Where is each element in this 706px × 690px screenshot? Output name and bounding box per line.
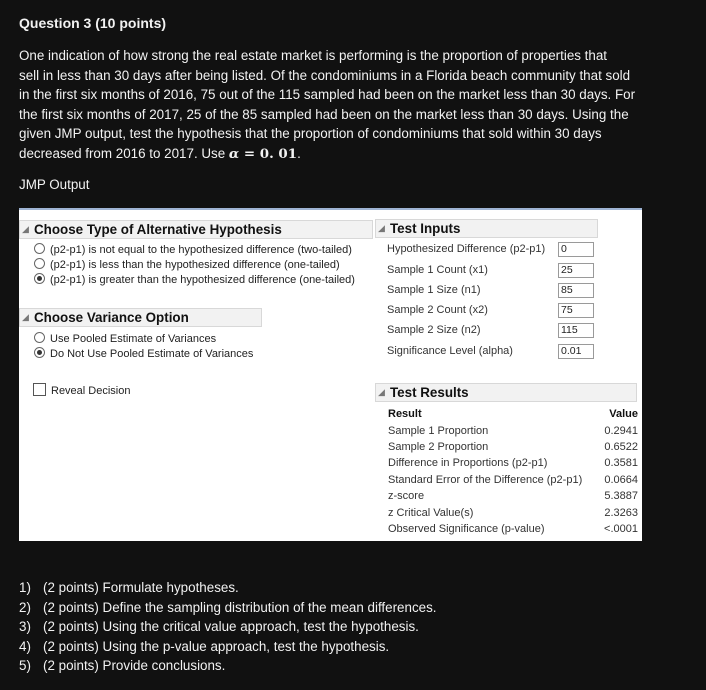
result-name: Sample 2 Proportion xyxy=(388,440,489,453)
result-value: 0.6522 xyxy=(604,440,638,453)
column-header-value[interactable]: Value xyxy=(609,408,638,421)
table-row xyxy=(388,504,638,520)
variance-option-label: Do Not Use Pooled Estimate of Variances xyxy=(50,348,254,360)
question-line: in the first six months of 2016, 75 out of the 115 sampled had been on the market less than 30 days. For xyxy=(19,87,636,103)
result-value: 0.3581 xyxy=(604,457,638,470)
disclosure-triangle-icon[interactable]: ◢ xyxy=(22,312,29,322)
jmp-output-panel xyxy=(19,208,642,541)
result-value: <.0001 xyxy=(604,522,638,535)
column-header-result[interactable]: Result xyxy=(388,408,422,421)
reveal-decision-checkbox[interactable] xyxy=(33,383,130,397)
radio-unselected-icon[interactable] xyxy=(34,332,45,343)
test-results-title: Test Results xyxy=(390,385,469,400)
test-inputs-title: Test Inputs xyxy=(390,221,461,236)
task-number: 4) xyxy=(19,638,31,654)
x2-field[interactable]: 75 xyxy=(558,303,594,318)
table-row xyxy=(388,472,638,488)
hyp-diff-field[interactable]: 0 xyxy=(558,242,594,257)
radio-selected-icon[interactable] xyxy=(34,347,45,358)
question-title: Question 3 (10 points) xyxy=(19,15,167,31)
alpha-symbol: α xyxy=(228,145,240,162)
alt-hypothesis-title: Choose Type of Alternative Hypothesis xyxy=(34,222,282,237)
question-line-prefix: decreased from 2016 to 2017. Use xyxy=(19,145,229,161)
variance-title: Choose Variance Option xyxy=(34,310,189,325)
task-text: (2 points) Using the p-value approach, test the hypothesis. xyxy=(43,638,390,654)
list-item xyxy=(19,656,437,676)
alt-option-label: (p2-p1) is not equal to the hypothesized difference (two-tailed) xyxy=(50,244,352,256)
input-label-alpha: Significance Level (alpha) xyxy=(387,345,513,357)
question-line: One indication of how strong the real estate market is performing is the proportion of properties that xyxy=(19,48,608,63)
reveal-decision-label: Reveal Decision xyxy=(51,385,131,397)
variance-header[interactable] xyxy=(19,308,262,327)
table-row xyxy=(388,439,638,455)
result-value: 0.0664 xyxy=(604,473,638,486)
question-line: the first six months of 2017, 25 of the 85 sampled had been on the market less than 30 days. Using the xyxy=(19,106,629,122)
task-number: 2) xyxy=(19,599,31,615)
n2-field[interactable]: 115 xyxy=(558,323,594,338)
list-item xyxy=(19,617,437,637)
task-text: (2 points) Provide conclusions. xyxy=(43,658,226,673)
input-label-x2: Sample 2 Count (x2) xyxy=(387,304,488,316)
alpha-value: = 0. 01 xyxy=(239,145,298,162)
input-label-x1: Sample 1 Count (x1) xyxy=(387,264,488,276)
table-row xyxy=(388,455,638,471)
result-name: z Critical Value(s) xyxy=(388,506,474,519)
question-line: sell in less than 30 days after being listed. Of the condominiums in a Florida beach community that sold xyxy=(19,67,631,83)
task-text: (2 points) Define the sampling distribution of the mean differences. xyxy=(43,599,437,615)
disclosure-triangle-icon[interactable]: ◢ xyxy=(378,223,385,233)
input-label-hyp-diff: Hypothesized Difference (p2-p1) xyxy=(387,243,546,255)
input-label-n2: Sample 2 Size (n2) xyxy=(387,324,481,336)
radio-selected-icon[interactable] xyxy=(34,273,45,284)
question-line: given JMP output, test the hypothesis that the proportion of condominiums that sold within 30 days xyxy=(19,126,602,142)
list-item xyxy=(19,598,437,618)
variance-option-label: Use Pooled Estimate of Variances xyxy=(50,333,217,345)
list-item xyxy=(19,637,437,657)
variance-option-not-pooled[interactable] xyxy=(34,347,253,361)
task-number: 3) xyxy=(19,619,31,634)
task-list xyxy=(19,578,437,676)
alt-hypothesis-header[interactable] xyxy=(19,220,373,239)
radio-unselected-icon[interactable] xyxy=(34,258,45,269)
variance-option-pooled[interactable] xyxy=(34,332,216,346)
checkbox-icon[interactable] xyxy=(33,383,46,396)
question-text xyxy=(19,46,659,165)
alpha-field[interactable]: 0.01 xyxy=(558,344,594,359)
result-name: z-score xyxy=(388,490,425,503)
jmp-output-label: JMP Output xyxy=(19,177,90,192)
table-header-row xyxy=(388,406,638,422)
table-row xyxy=(388,422,638,438)
task-text: (2 points) Using the critical value approach, test the hypothesis. xyxy=(43,619,419,634)
result-name: Standard Error of the Difference (p2-p1) xyxy=(388,473,583,486)
alt-option-greater[interactable] xyxy=(34,273,355,287)
table-row xyxy=(388,488,638,504)
question-line-last xyxy=(19,144,659,165)
alt-option-label: (p2-p1) is greater than the hypothesized difference (one-tailed) xyxy=(50,274,355,286)
n1-field[interactable]: 85 xyxy=(558,283,594,298)
task-number: 1) xyxy=(19,580,31,595)
test-results-table xyxy=(388,406,638,537)
result-value: 2.3263 xyxy=(604,506,638,519)
result-name: Difference in Proportions (p2-p1) xyxy=(388,457,548,470)
task-text: (2 points) Formulate hypotheses. xyxy=(43,580,239,595)
disclosure-triangle-icon[interactable]: ◢ xyxy=(378,387,385,397)
alt-option-less[interactable] xyxy=(34,258,340,272)
input-label-n1: Sample 1 Size (n1) xyxy=(387,284,481,296)
x1-field[interactable]: 25 xyxy=(558,263,594,278)
test-inputs-header[interactable] xyxy=(375,219,598,238)
task-number: 5) xyxy=(19,658,31,673)
disclosure-triangle-icon[interactable]: ◢ xyxy=(22,224,29,234)
table-row xyxy=(388,521,638,537)
alt-option-label: (p2-p1) is less than the hypothesized difference (one-tailed) xyxy=(50,259,340,271)
result-name: Observed Significance (p-value) xyxy=(388,522,545,535)
result-value: 0.2941 xyxy=(604,424,638,437)
alt-option-two-tailed[interactable] xyxy=(34,243,352,257)
radio-unselected-icon[interactable] xyxy=(34,243,45,254)
question-line-suffix: . xyxy=(297,145,301,161)
list-item xyxy=(19,578,437,598)
result-value: 5.3887 xyxy=(604,490,638,503)
test-results-header[interactable] xyxy=(375,383,637,402)
result-name: Sample 1 Proportion xyxy=(388,424,489,437)
